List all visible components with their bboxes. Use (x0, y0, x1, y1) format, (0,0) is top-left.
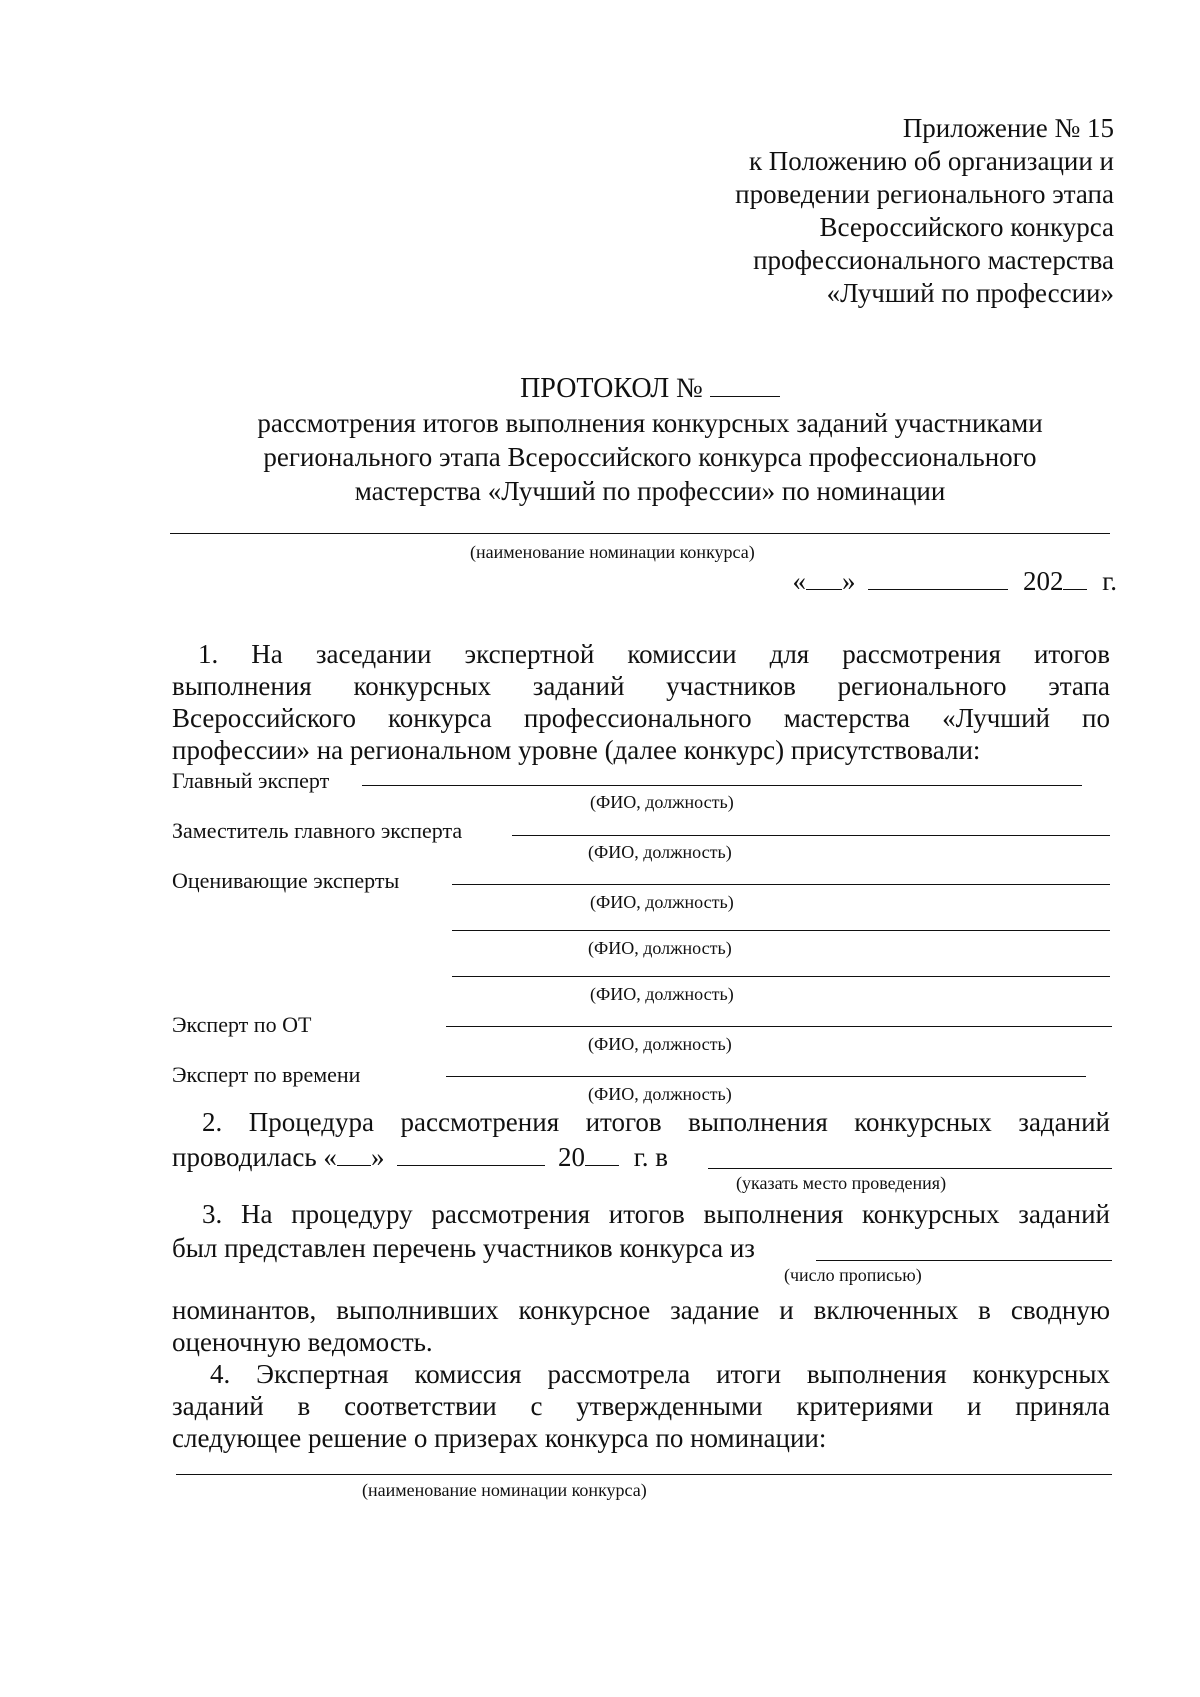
section-3-line: 3. На процедуру рассмотрения итогов выполнения конкурсных заданий (202, 1199, 1110, 1229)
section-3-continuation (172, 1294, 1110, 1358)
evaluating-expert-blank-2[interactable] (452, 930, 1110, 931)
date-year: 202 (1022, 566, 1064, 596)
fio-caption: (ФИО, должность) (588, 1084, 732, 1104)
role-label-chief-expert: Главный эксперт (172, 768, 330, 793)
section-3-line: номинантов, выполнивших конкурсное задание и включенных в сводную (172, 1295, 1110, 1325)
section-2-line: 2. Процедура рассмотрения итогов выполнения конкурсных заданий (202, 1107, 1110, 1137)
participant-count-blank[interactable] (816, 1260, 1112, 1261)
year-blank[interactable] (1063, 567, 1087, 590)
section-2-day-blank[interactable] (337, 1143, 371, 1166)
appendix-header (735, 112, 1114, 310)
date-open-quote: « (792, 566, 806, 596)
appendix-line: к Положению об организации и (748, 146, 1114, 176)
section-2-date-row (172, 1142, 668, 1173)
appendix-line: профессионального мастерства (753, 245, 1114, 275)
chief-expert-blank[interactable] (362, 785, 1082, 786)
section-3-count-row: был представлен перечень участников конкурса из (172, 1233, 755, 1263)
deputy-expert-blank[interactable] (512, 835, 1110, 836)
title-line: мастерства «Лучший по профессии» по номинации (354, 476, 946, 506)
day-blank[interactable] (806, 567, 842, 590)
protocol-title (170, 372, 1130, 508)
fio-caption: (ФИО, должность) (590, 984, 734, 1004)
section-2-text (172, 1106, 1110, 1138)
section-2-suffix: г. в (633, 1142, 668, 1172)
section-4-line: следующее решение о призерах конкурса по номинации: (172, 1423, 827, 1453)
section-2-year: 20 (557, 1142, 585, 1172)
title-line: регионального этапа Всероссийского конкурса профессионального (263, 442, 1037, 472)
date-year-suffix: г. (1102, 566, 1117, 596)
appendix-line: Всероссийского конкурса (819, 212, 1114, 242)
protocol-number-blank[interactable] (710, 372, 780, 397)
section-3-text (172, 1198, 1110, 1230)
section-2-year-blank[interactable] (585, 1143, 619, 1166)
place-blank[interactable] (708, 1168, 1112, 1169)
time-expert-blank[interactable] (446, 1076, 1086, 1077)
title-line: рассмотрения итогов выполнения конкурсных заданий участниками (257, 408, 1043, 438)
evaluating-expert-blank-3[interactable] (452, 976, 1110, 977)
role-label-time-expert: Эксперт по времени (172, 1062, 361, 1087)
section-2-prefix: проводилась « (172, 1142, 337, 1172)
section-1-line: выполнения конкурсных заданий участников регионального этапа (172, 671, 1110, 701)
fio-caption: (ФИО, должность) (588, 1034, 732, 1054)
section-4-text (172, 1358, 1110, 1454)
protocol-label: ПРОТОКОЛ № (520, 373, 703, 404)
count-caption: (число прописью) (784, 1265, 922, 1285)
nomination-caption: (наименование номинации конкурса) (470, 542, 755, 562)
evaluating-expert-blank-1[interactable] (452, 884, 1110, 885)
section-1-line: профессии» на региональном уровне (далее конкурс) присутствовали: (172, 735, 981, 765)
ot-expert-blank[interactable] (446, 1026, 1112, 1027)
role-label-evaluating-experts: Оценивающие эксперты (172, 868, 400, 893)
place-caption: (указать место проведения) (736, 1173, 947, 1193)
fio-caption: (ФИО, должность) (588, 938, 732, 958)
section-4-nomination-blank[interactable] (176, 1474, 1112, 1475)
appendix-line: проведении регионального этапа (735, 179, 1114, 209)
section-2-month-blank[interactable] (397, 1143, 545, 1166)
protocol-heading (170, 372, 1130, 406)
appendix-line: Приложение № 15 (902, 113, 1114, 143)
section-4-line: заданий в соответствии с утвержденными критериями и приняла (172, 1391, 1110, 1421)
month-blank[interactable] (868, 567, 1008, 590)
date-row (792, 566, 1117, 597)
section-2-close-quote: » (370, 1142, 385, 1172)
date-close-quote: » (841, 566, 856, 596)
section-1-line: 1. На заседании экспертной комиссии для рассмотрения итогов (198, 639, 1110, 669)
section-4-line: 4. Экспертная комиссия рассмотрела итоги выполнения конкурсных (210, 1359, 1110, 1389)
section-1-line: Всероссийского конкурса профессионального мастерства «Лучший по (172, 703, 1110, 733)
role-label-deputy-expert: Заместитель главного эксперта (172, 818, 463, 843)
fio-caption: (ФИО, должность) (590, 892, 734, 912)
fio-caption: (ФИО, должность) (588, 842, 732, 862)
appendix-line: «Лучший по профессии» (826, 278, 1114, 308)
nomination-blank-line[interactable] (170, 533, 1110, 534)
role-label-ot-expert: Эксперт по ОТ (172, 1012, 312, 1037)
section-1-text (172, 638, 1110, 766)
section-4-nomination-caption: (наименование номинации конкурса) (362, 1480, 647, 1500)
section-3-line: оценочную ведомость. (172, 1327, 433, 1357)
fio-caption: (ФИО, должность) (590, 792, 734, 812)
